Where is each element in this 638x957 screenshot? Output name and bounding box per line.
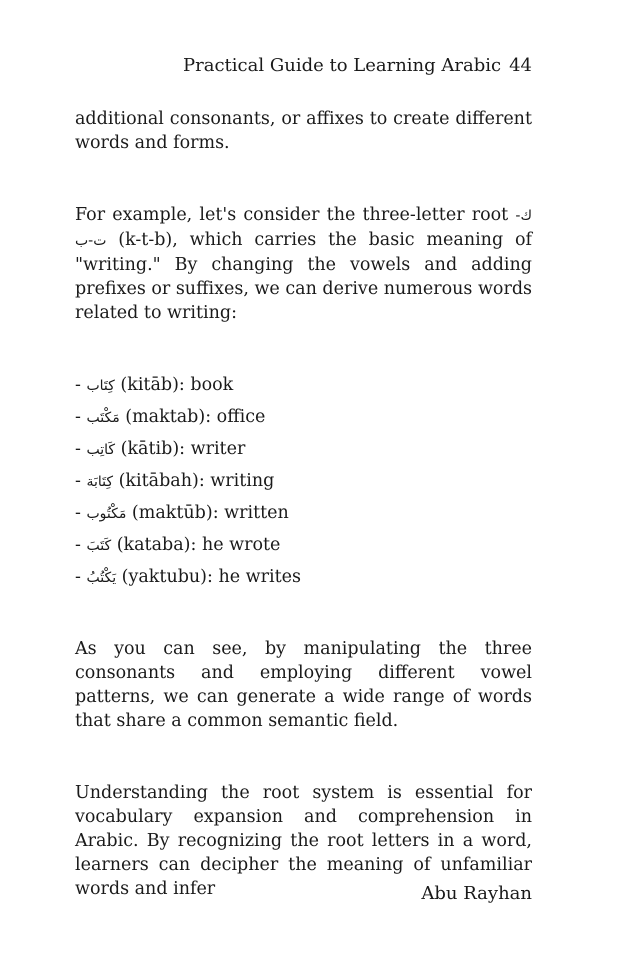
paragraph-root-example (75, 203, 532, 325)
page-body (75, 107, 532, 901)
arabic-word: كِتَابَة (86, 474, 114, 490)
list-item: - كَاتِب (kātib): writer (75, 439, 246, 459)
arabic-word: يَكْتُبُ (86, 570, 117, 586)
arabic-word: كَتَبَ (86, 538, 112, 554)
arabic-word: مَكْتُوب (86, 506, 127, 522)
paragraph-summary: As you can see, by manipulating the three consonants and employing different vowel patterns, we can generate a wide range of words that share a common semantic field. (75, 639, 532, 731)
paragraph-continuation: additional consonants, or affixes to create different words and forms. (75, 109, 532, 153)
book-title: Practical Guide to Learning Arabic (183, 55, 502, 76)
running-header (183, 54, 532, 78)
arabic-word: كِتَاب (86, 378, 115, 394)
arabic-root: ك-ت-ب (75, 208, 532, 249)
root-explanation-text: (k-t-b), which carries the basic meaning of "writing." By changing the vowels and adding prefixes or suffixes, we can derive numerous words related to writing: (75, 230, 533, 323)
root-intro-text: For example, let's consider the three-letter root (75, 205, 516, 225)
list-item: - كَتَبَ (kataba): he wrote (75, 535, 281, 555)
list-item: - مَكْتَب (maktab): office (75, 407, 266, 427)
page-number: 44 (509, 55, 532, 76)
paragraph-root-system: Understanding the root system is essential for vocabulary expansion and comprehension in Arabic. By recognizing the root letters in a word, learners can decipher the meaning of unfamiliar words and infer (75, 783, 532, 899)
derived-words-list (75, 369, 532, 593)
list-item: - مَكْتُوب (maktūb): written (75, 503, 289, 523)
arabic-word: مَكْتَب (86, 410, 120, 426)
arabic-word: كَاتِب (86, 442, 116, 458)
author-footer: Abu Rayhan (421, 883, 532, 904)
list-item: - كِتَابَة (kitābah): writing (75, 471, 275, 491)
list-item: - يَكْتُبُ (yaktubu): he writes (75, 567, 301, 587)
list-item: - كِتَاب (kitāb): book (75, 375, 234, 395)
